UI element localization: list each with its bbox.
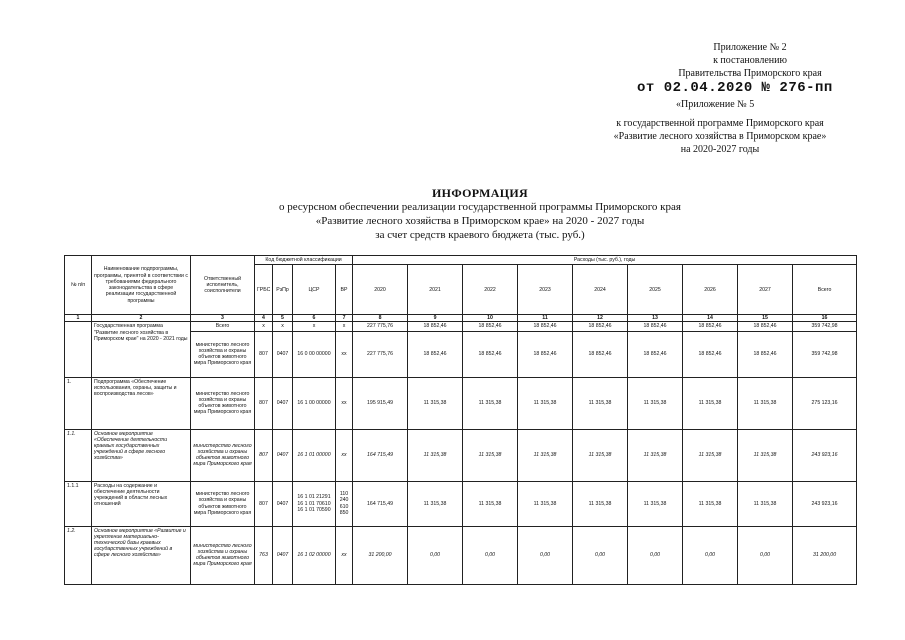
col-header-year: 2027 xyxy=(738,265,793,315)
resource-table xyxy=(64,255,857,585)
vr-code: 610 xyxy=(339,503,349,510)
row-exec: министерство лесного хозяйства и охраны объектов животного мира Приморского края xyxy=(191,526,255,584)
row-value: 0,00 xyxy=(738,526,793,584)
index-cell: 8 xyxy=(353,315,408,322)
program-header xyxy=(600,117,840,156)
row-value: 227 775,76 xyxy=(353,322,408,331)
row-value: 11 315,38 xyxy=(738,377,793,429)
row-value: 11 315,38 xyxy=(518,429,573,481)
row-rzpr: 0407 xyxy=(273,481,293,526)
row-grbs: 807 xyxy=(255,481,273,526)
col-header-year: 2022 xyxy=(463,265,518,315)
row-csr: 16 1 02 00000 xyxy=(293,526,336,584)
row-value: 0,00 xyxy=(408,526,463,584)
row-value: 11 315,38 xyxy=(683,481,738,526)
row-no xyxy=(65,322,92,377)
table-row xyxy=(65,429,857,481)
row-no: 1.2. xyxy=(65,526,92,584)
index-cell: 9 xyxy=(408,315,463,322)
appendix-line: к постановлению xyxy=(713,55,787,66)
col-header-rzpr: РзПр xyxy=(273,265,293,315)
row-value: 164 715,49 xyxy=(353,429,408,481)
col-header-csr: ЦСР xyxy=(293,265,336,315)
appendix-header xyxy=(650,41,850,80)
row-value: 31 200,00 xyxy=(353,526,408,584)
col-header-code-group: Код бюджетной классификации xyxy=(255,256,353,265)
row-vr xyxy=(336,481,353,526)
row-grbs: 807 xyxy=(255,429,273,481)
col-header-year: 2023 xyxy=(518,265,573,315)
vr-code: 110 xyxy=(339,491,349,498)
table-row xyxy=(65,481,857,526)
row-exec: министерство лесного хозяйства и охраны объектов животного мира Приморского края xyxy=(191,481,255,526)
row-value: 0,00 xyxy=(518,526,573,584)
row-value: 0,00 xyxy=(628,526,683,584)
row-csr: 16 1 01 00000 xyxy=(293,429,336,481)
index-cell: 10 xyxy=(463,315,518,322)
col-header-year: 2020 xyxy=(353,265,408,315)
row-value: 11 315,38 xyxy=(573,377,628,429)
row-total: 243 923,16 xyxy=(793,429,857,481)
col-header-year: 2026 xyxy=(683,265,738,315)
row-value: 11 315,38 xyxy=(628,481,683,526)
row-grbs: x xyxy=(255,322,273,331)
row-value: 11 315,38 xyxy=(628,429,683,481)
row-value: 11 315,38 xyxy=(738,481,793,526)
row-name: Государственная программа "Развитие лесного хозяйства в Приморском крае" на 2020 - 2021 годы xyxy=(92,322,191,377)
row-value: 18 852,46 xyxy=(408,331,463,377)
document-title xyxy=(200,186,760,242)
index-cell: 1 xyxy=(65,315,92,322)
row-value: 11 315,38 xyxy=(408,481,463,526)
row-value: 0,00 xyxy=(573,526,628,584)
col-header-grbs: ГРБС xyxy=(255,265,273,315)
row-csr: 16 0 00 00000 xyxy=(293,331,336,377)
row-value: 11 315,38 xyxy=(463,377,518,429)
row-value: 164 715,49 xyxy=(353,481,408,526)
row-value: 11 315,38 xyxy=(408,429,463,481)
csr-code: 16 1 01 70590 xyxy=(297,506,331,513)
title-main: ИНФОРМАЦИЯ xyxy=(432,186,528,200)
row-rzpr: 0407 xyxy=(273,429,293,481)
row-value: 0,00 xyxy=(683,526,738,584)
index-cell: 15 xyxy=(738,315,793,322)
row-value: 11 315,38 xyxy=(463,429,518,481)
index-cell: 16 xyxy=(793,315,857,322)
index-cell: 5 xyxy=(273,315,293,322)
row-value: 18 852,46 xyxy=(628,331,683,377)
index-cell: 4 xyxy=(255,315,273,322)
row-value: 18 852,46 xyxy=(628,322,683,331)
table-row xyxy=(65,322,857,331)
resolution-number: от 02.04.2020 № 276-пп xyxy=(637,80,833,96)
row-value: 0,00 xyxy=(463,526,518,584)
program-line: «Развитие лесного хозяйства в Приморском крае» xyxy=(613,131,827,142)
row-exec: Всего xyxy=(191,322,255,331)
row-no: 1.1.1 xyxy=(65,481,92,526)
row-value: 18 852,46 xyxy=(463,331,518,377)
appendix-line: Правительства Приморского края xyxy=(678,68,822,79)
row-value: 18 852,46 xyxy=(518,322,573,331)
row-value: 18 852,46 xyxy=(683,331,738,377)
row-value: 18 852,46 xyxy=(683,322,738,331)
title-line: «Развитие лесного хозяйства в Приморском крае» на 2020 - 2027 годы xyxy=(315,215,645,227)
row-vr: хх xyxy=(336,526,353,584)
row-csr: x xyxy=(293,322,336,331)
row-grbs: 763 xyxy=(255,526,273,584)
col-header-vr: ВР xyxy=(336,265,353,315)
index-cell: 2 xyxy=(92,315,191,322)
row-grbs: 807 xyxy=(255,377,273,429)
row-csr: 16 1 00 00000 xyxy=(293,377,336,429)
row-total: 359 742,98 xyxy=(793,322,857,331)
row-value: 11 315,38 xyxy=(573,429,628,481)
row-value: 11 315,38 xyxy=(683,377,738,429)
index-cell: 12 xyxy=(573,315,628,322)
row-value: 11 315,38 xyxy=(463,481,518,526)
row-total: 243 923,16 xyxy=(793,481,857,526)
row-value: 11 315,38 xyxy=(738,429,793,481)
row-value: 11 315,38 xyxy=(518,481,573,526)
table-row xyxy=(65,526,857,584)
row-grbs: 807 xyxy=(255,331,273,377)
row-value: 18 852,46 xyxy=(738,331,793,377)
row-rzpr: 0407 xyxy=(273,526,293,584)
table-row xyxy=(65,377,857,429)
row-value: 18 852,46 xyxy=(738,322,793,331)
row-rzpr: 0407 xyxy=(273,377,293,429)
row-csr xyxy=(293,481,336,526)
index-cell: 6 xyxy=(293,315,336,322)
row-value: 11 315,38 xyxy=(573,481,628,526)
row-value: 195 915,49 xyxy=(353,377,408,429)
col-header-exec: Ответственный исполнитель, соисполнители xyxy=(191,256,255,315)
program-line: к государственной программе Приморского края xyxy=(616,118,824,129)
row-value: 11 315,38 xyxy=(408,377,463,429)
index-cell: 11 xyxy=(518,315,573,322)
col-header-year: 2025 xyxy=(628,265,683,315)
row-vr: хх xyxy=(336,429,353,481)
col-header-year: 2021 xyxy=(408,265,463,315)
row-no: 1.1. xyxy=(65,429,92,481)
row-rzpr: 0407 xyxy=(273,331,293,377)
program-line: на 2020-2027 годы xyxy=(680,144,760,155)
index-cell: 13 xyxy=(628,315,683,322)
col-header-expenses-group: Расходы (тыс. руб.), годы xyxy=(353,256,857,265)
col-header-no: № п/п xyxy=(65,256,92,315)
csr-code: 16 1 01 70610 xyxy=(297,500,331,507)
index-cell: 3 xyxy=(191,315,255,322)
row-vr: хх xyxy=(336,331,353,377)
row-exec: министерство лесного хозяйства и охраны объектов животного мира Приморского края xyxy=(191,331,255,377)
vr-code: 240 xyxy=(339,497,349,504)
row-value: 18 852,46 xyxy=(518,331,573,377)
row-total: 275 123,16 xyxy=(793,377,857,429)
col-header-total: Всего xyxy=(793,265,857,315)
row-value: 18 852,46 xyxy=(573,322,628,331)
csr-code: 16 1 01 21291 xyxy=(297,494,331,501)
row-value: 18 852,46 xyxy=(573,331,628,377)
appendix-line: Приложение № 2 xyxy=(713,42,787,53)
row-vr: хх xyxy=(336,377,353,429)
row-total: 359 742,98 xyxy=(793,331,857,377)
row-value: 227 775,76 xyxy=(353,331,408,377)
index-cell: 7 xyxy=(336,315,353,322)
annex-label: «Приложение № 5 xyxy=(676,99,755,110)
title-line: о ресурсном обеспечении реализации государственной программы Приморского края xyxy=(279,201,681,213)
row-name: Подпрограмма «Обеспечение использования, охраны, защиты и воспроизводства лесов» xyxy=(92,377,191,429)
row-exec: министерство лесного хозяйства и охраны объектов животного мира Приморского края xyxy=(191,377,255,429)
index-row xyxy=(65,315,857,322)
row-rzpr: x xyxy=(273,322,293,331)
title-line: за счет средств краевого бюджета (тыс. руб.) xyxy=(375,229,585,241)
row-value: 18 852,46 xyxy=(408,322,463,331)
row-name: Основное мероприятие «Развитие и укрепление материально-технической базы краевых государственных учреждений в сфере лесного хозяйства» xyxy=(92,526,191,584)
row-no: 1. xyxy=(65,377,92,429)
col-header-name: Наименование подпрограммы, программы, принятой в соответствии с требованиями федерального законодательства в сфере реализации государственной программы xyxy=(92,256,191,315)
row-name: Основное мероприятие «Обеспечение деятельности краевых государственных учреждений в сфере лесного хозяйства» xyxy=(92,429,191,481)
index-cell: 14 xyxy=(683,315,738,322)
row-value: 18 852,46 xyxy=(463,322,518,331)
vr-code: 850 xyxy=(339,509,349,516)
row-vr: x xyxy=(336,322,353,331)
row-value: 11 315,38 xyxy=(628,377,683,429)
row-total: 31 200,00 xyxy=(793,526,857,584)
row-name: Расходы на содержание и обеспечение деятельности учреждений в области лесных отношений xyxy=(92,481,191,526)
row-exec: министерство лесного хозяйства и охраны объектов животного мира Приморского края xyxy=(191,429,255,481)
row-value: 11 315,38 xyxy=(518,377,573,429)
row-value: 11 315,38 xyxy=(683,429,738,481)
col-header-year: 2024 xyxy=(573,265,628,315)
